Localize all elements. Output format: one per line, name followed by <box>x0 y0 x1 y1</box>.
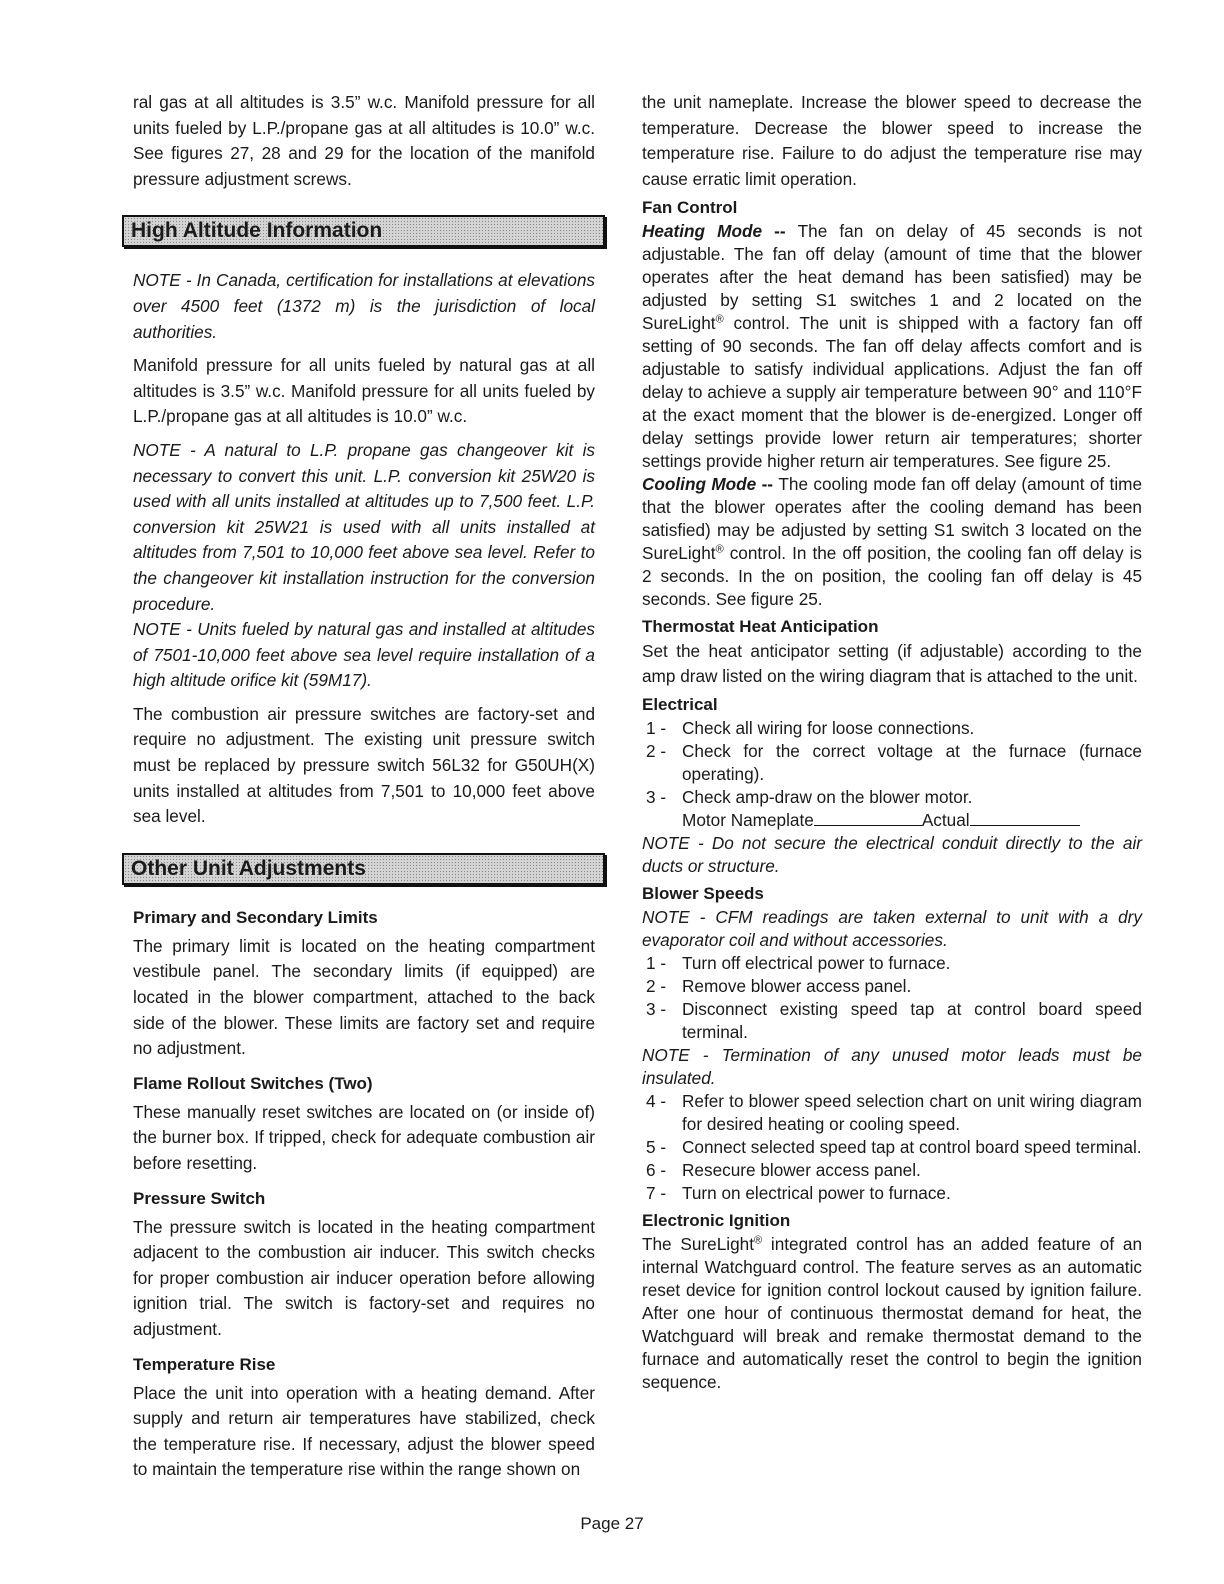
registered-mark: ® <box>715 313 724 326</box>
list-item: 2 - Check for the correct voltage at the furnace (furnace operating). <box>646 741 1142 785</box>
manifold-pressure-paragraph: Manifold pressure for all units fueled by natural gas at all altitudes is 3.5” w.c. Manifold pressure for all units fueled by L.P./propane gas at all altitudes is 10.0” w.c. <box>133 355 595 427</box>
list-item: 3 - Disconnect existing speed tap at control board speed terminal. <box>646 999 1142 1043</box>
thermostat-body: Set the heat anticipator setting (if adjustable) according to the amp draw listed on the wiring diagram that is attached to the unit. <box>642 641 1142 687</box>
ignition-body: The SureLight® integrated control has an added feature of an internal Watchguard control. The feature serves as an automatic reset device for ignition control lockout caused by ignition failure. After one hour of continuous thermostat demand for heat, the Watchguard will break and remake thermostat demand to the furnace and automatically reset the control to begin the ignition sequence. <box>642 1234 1142 1393</box>
note-canada: NOTE - In Canada, certification for installations at elevations over 4500 feet (1372 m) is the jurisdiction of local authorities. <box>133 270 595 342</box>
note-motor-leads: NOTE - Termination of any unused motor leads must be insulated. <box>642 1045 1142 1089</box>
registered-mark: ® <box>753 1234 763 1247</box>
pressure-switch-body: The pressure switch is located in the heating compartment adjacent to the combustion air inducer. This switch checks for proper combustion air inducer operation before allowing ignition trial. The switch is factory-set and requires no adjustment. <box>133 1216 595 1339</box>
heading-temperature-rise: Temperature Rise <box>133 1354 276 1374</box>
motor-readings-row <box>642 809 1142 832</box>
note-orifice-kit: NOTE - Units fueled by natural gas and installed at altitudes of 7501-10,000 feet above sea level require installation of a high altitude orifice kit (59M17). <box>133 619 595 691</box>
limits-body: The primary limit is located on the heating compartment vestibule panel. The secondary limits (if equipped) are located in the blower compartment, attached to the back side of the blower. These limits are factory set and require no adjustment. <box>133 935 595 1059</box>
note-cfm-readings: NOTE - CFM readings are taken external to unit with a dry evaporator coil and without accessories. <box>642 907 1142 951</box>
note-electrical-conduit: NOTE - Do not secure the electrical conduit directly to the air ducts or structure. <box>642 833 1142 877</box>
temperature-rise-continuation: the unit nameplate. Increase the blower speed to decrease the temperature. Decrease the blower speed to increase the temperature rise. Failure to do adjust the temperature rise may cause erratic limit operation. <box>642 92 1142 189</box>
heading-pressure-switch: Pressure Switch <box>133 1188 266 1208</box>
intro-paragraph: ral gas at all altitudes is 3.5” w.c. Manifold pressure for all units fueled by L.P./propane gas at all altitudes is 10.0” w.c. See figures 27, 28 and 29 for the location of the manifold pressure adjustment screws. <box>133 92 595 189</box>
heading-thermostat: Thermostat Heat Anticipation <box>642 617 879 637</box>
heading-rollout: Flame Rollout Switches (Two) <box>133 1073 373 1093</box>
motor-nameplate-label: Motor Nameplate <box>682 810 814 831</box>
heading-fan-control: Fan Control <box>642 198 738 218</box>
section-banner-other-adjustments: Other Unit Adjustments <box>122 853 605 885</box>
page-number: Page 27 <box>580 1514 644 1533</box>
list-item: 3 - Check amp-draw on the blower motor. <box>646 787 973 808</box>
heading-electronic-ignition: Electronic Ignition <box>642 1211 791 1231</box>
heading-limits: Primary and Secondary Limits <box>133 907 378 927</box>
pressure-switch-paragraph: The combustion air pressure switches are factory-set and require no adjustment. The existing unit pressure switch must be replaced by pressure switch 56L32 for G50UH(X) units installed at altitudes from 7,501 to 10,000 feet above sea level. <box>133 703 595 827</box>
motor-nameplate-blank <box>814 809 922 826</box>
blower-steps-a <box>642 952 1142 1044</box>
list-item: 4 - Refer to blower speed selection chart on unit wiring diagram for desired heating or cooling speed. <box>646 1091 1142 1135</box>
left-column <box>133 90 595 1483</box>
list-item: 1 - Turn off electrical power to furnace. <box>646 953 951 974</box>
list-item: 7 - Turn on electrical power to furnace. <box>646 1183 951 1204</box>
rollout-body: These manually reset switches are located on (or inside of) the burner box. If tripped, check for adequate combustion air before resetting. <box>133 1101 595 1173</box>
actual-blank <box>970 809 1080 826</box>
cooling-mode-paragraph: Cooling Mode -- The cooling mode fan off delay (amount of time that the blower operates after the cooling demand has been satisfied) may be adjusted by setting S1 switch 3 located on the SureLight® control. In the off position, the cooling fan off delay is 2 seconds. In the on position, the cooling fan off delay is 45 seconds. See figure 25. <box>642 474 1143 610</box>
registered-mark: ® <box>715 543 724 556</box>
note-changeover-kit: NOTE - A natural to L.P. propane gas changeover kit is necessary to convert this unit. L.P. conversion kit 25W20 is used with all units installed at altitudes up to 7,500 feet. L.P. conversion kit 25W21 is used with all units installed at altitudes from 7,501 to 10,000 feet above sea level. Refer to the changeover kit installation instruction for the conversion procedure. <box>133 439 595 614</box>
list-item: 5 - Connect selected speed tap at control board speed terminal. <box>646 1137 1142 1158</box>
electrical-steps <box>642 717 1142 832</box>
blower-steps-b <box>642 1090 1142 1205</box>
right-column <box>642 90 1142 1394</box>
list-item: 1 - Check all wiring for loose connections. <box>646 718 975 739</box>
temperature-rise-body: Place the unit into operation with a heating demand. After supply and return air temperatures have stabilized, check the temperature rise. If necessary, adjust the blower speed to maintain the temperature rise within the range shown on <box>133 1382 595 1480</box>
actual-label: Actual <box>921 810 970 831</box>
heading-blower-speeds: Blower Speeds <box>642 884 764 904</box>
heating-mode-paragraph: Heating Mode -- The fan on delay of 45 seconds is not adjustable. The fan off delay (amount of time that the blower operates after the heat demand has been satisfied) may be adjusted by setting S1 switches 1 and 2 located on the SureLight® control. The unit is shipped with a factory fan off setting of 90 seconds. The fan off delay affects comfort and is adjustable to satisfy individual applications. Adjust the fan off delay to achieve a supply air temperature between 90° and 110°F at the exact moment that the blower is de-energized. Longer off delay settings provide lower return air temperatures; shorter settings provide higher return air temperatures. See figure 25. <box>642 221 1142 472</box>
heading-electrical: Electrical <box>642 695 718 715</box>
list-item: 6 - Resecure blower access panel. <box>646 1160 921 1181</box>
list-item: 2 - Remove blower access panel. <box>646 976 912 997</box>
section-banner-high-altitude: High Altitude Information <box>122 215 605 247</box>
heating-mode-label: Heating Mode <box>642 221 763 242</box>
cooling-mode-label: Cooling Mode <box>642 474 757 495</box>
